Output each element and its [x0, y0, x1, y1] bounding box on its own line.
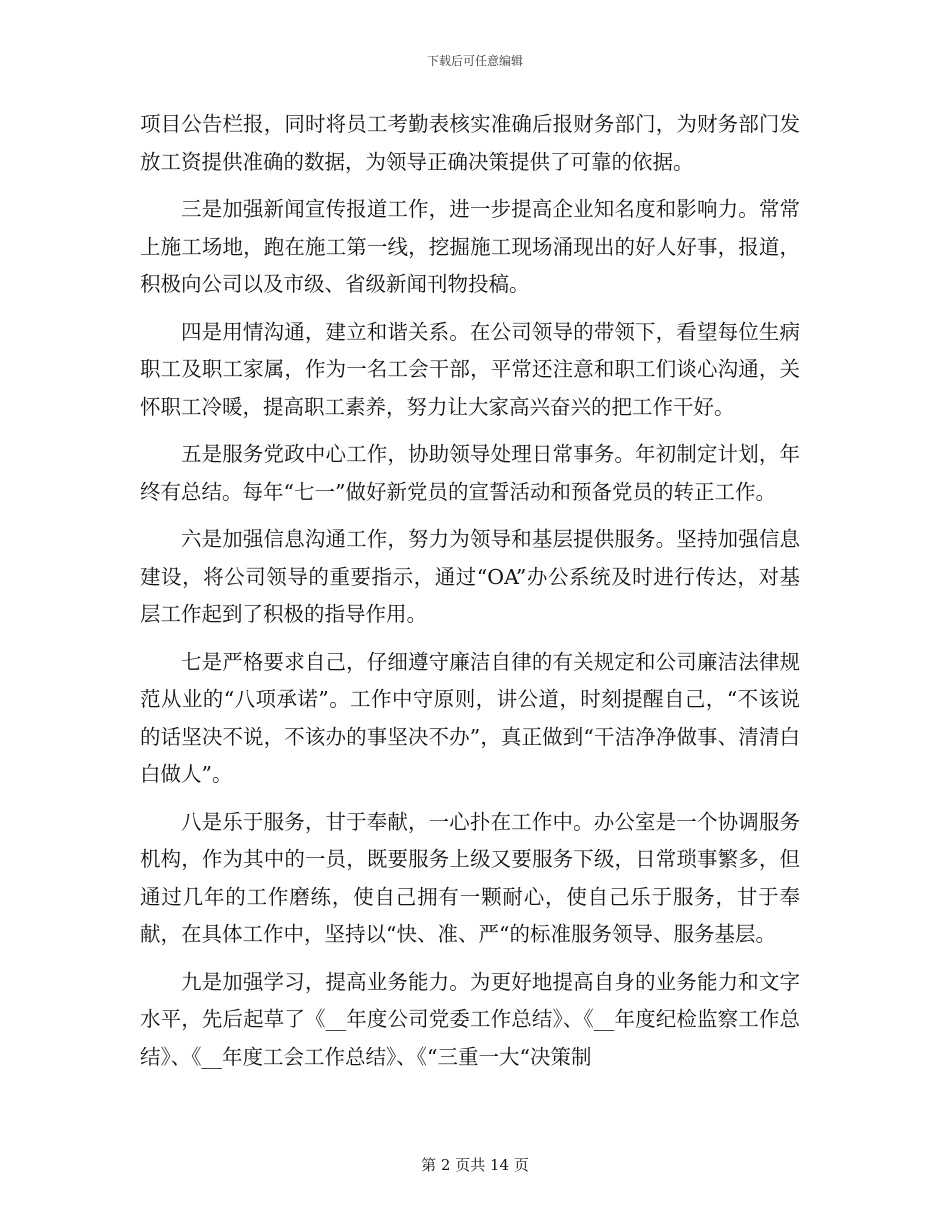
paragraph-continued: 项目公告栏报，同时将员工考勤表核实准确后报财务部门，为财务部门发放工资提供准确的数据，为领导正确决策提供了可靠的依据。 [140, 112, 800, 174]
paragraph-item-9: 九是加强学习，提高业务能力。为更好地提高自身的业务能力和文字水平，先后起草了《__年度公司党委工作总结》、《__年度纪检监察工作总结》、《__年度工会工作总结》、《“三重一大“决策制 [140, 969, 800, 1069]
paragraph-item-3: 三是加强新闻宣传报道工作，进一步提高企业知名度和影响力。常常上施工场地，跑在施工第一线，挖掘施工现场涌现出的好人好事，报道，积极向公司以及市级、省级新闻刊物投稿。 [140, 197, 800, 296]
page-header: 下载后可任意编辑 [426, 54, 523, 68]
paragraph-item-6: 六是加强信息沟通工作，努力为领导和基层提供服务。坚持加强信息建设，将公司领导的重要指示，通过“OA”办公系统及时进行传达，对基层工作起到了积极的指导作用。 [140, 527, 800, 626]
document-body [140, 106, 800, 1086]
paragraph-item-8: 八是乐于服务，甘于奉献，一心扑在工作中。办公室是一个协调服务机构，作为其中的一员，既要服务上级又要服务下级，日常琐事繁多，但通过几年的工作磨练，使自己拥有一颗耐心，使自己乐于服务，甘于奉献，在具体工作中，坚持以“快、准、严“的标准服务领导、服务基层。 [140, 809, 800, 946]
paragraph-item-5: 五是服务党政中心工作，协助领导处理日常事务。年初制定计划，年终有总结。每年“七一”做好新党员的宣誓活动和预备党员的转正工作。 [140, 442, 800, 504]
page-number-footer: 第 2 页共 14 页 [421, 1156, 529, 1174]
paragraph-item-7: 七是严格要求自己，仔细遵守廉洁自律的有关规定和公司廉洁法律规范从业的“八项承诺”。工作中守原则，讲公道，时刻提醒自己，“不该说的话坚决不说，不该办的事坚决不办”，真正做到“干洁净净做事、清清白白做人”。 [140, 649, 800, 786]
paragraph-item-4: 四是用情沟通，建立和谐关系。在公司领导的带领下，看望每位生病职工及职工家属，作为一名工会干部，平常还注意和职工们谈心沟通，关怀职工冷暖，提高职工素养，努力让大家高兴奋兴的把工作干好。 [140, 319, 800, 419]
